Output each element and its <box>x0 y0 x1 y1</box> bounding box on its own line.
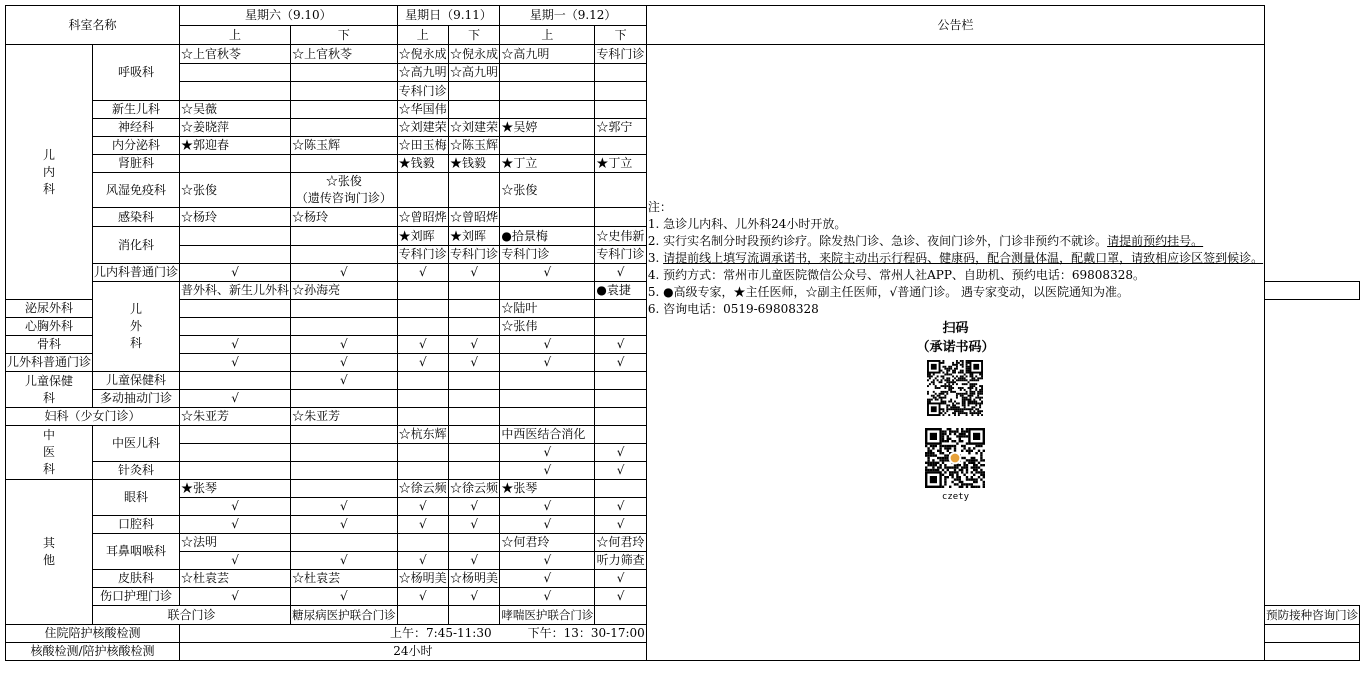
schedule-cell <box>500 64 595 82</box>
schedule-cell <box>595 173 646 208</box>
schedule-cell <box>448 444 499 462</box>
schedule-cell: ☆张俊 （遗传咨询门诊） <box>291 173 398 208</box>
schedule-cell <box>448 101 499 119</box>
pm-header: 下 <box>291 26 398 45</box>
schedule-cell <box>500 408 595 426</box>
schedule-cell: √ <box>397 336 448 354</box>
schedule-cell: √ <box>180 264 291 282</box>
dept-neurology: 神经科 <box>93 119 180 137</box>
schedule-cell: 哮喘医护联合门诊 <box>500 606 595 625</box>
schedule-cell <box>291 155 398 173</box>
schedule-cell <box>291 300 398 318</box>
schedule-cell <box>291 480 398 498</box>
notice-line: 5. ●高级专家，★主任医师，☆副主任医师，√普通门诊。 遇专家变动，以医院通知为准。 <box>647 285 1130 299</box>
dept-infection: 感染科 <box>93 208 180 227</box>
schedule-cell <box>291 64 398 82</box>
schedule-cell: √ <box>397 498 448 516</box>
schedule-cell: √ <box>180 552 291 570</box>
schedule-cell: ☆孙海亮 <box>291 282 398 300</box>
category-tcm: 中医科 <box>6 426 93 480</box>
schedule-cell: ☆姜晓萍 <box>180 119 291 137</box>
pm-header: 下 <box>595 26 646 45</box>
schedule-cell: √ <box>291 354 398 372</box>
schedule-cell: √ <box>180 498 291 516</box>
schedule-cell: 中西医结合消化 <box>500 426 595 444</box>
schedule-cell <box>291 444 398 462</box>
schedule-cell: √ <box>448 588 499 606</box>
schedule-cell <box>595 137 646 155</box>
schedule-cell <box>397 300 448 318</box>
schedule-cell: ☆高九明 <box>500 45 595 64</box>
schedule-cell <box>180 462 291 480</box>
dept-nucleic-test: 核酸检测/陪护核酸检测 <box>6 643 180 661</box>
schedule-cell: ★钱毅 <box>448 155 499 173</box>
qr-subtitle: （承诺书码） <box>916 340 995 355</box>
am-header: 上 <box>500 26 595 45</box>
schedule-cell: ☆杨玲 <box>180 208 291 227</box>
pm-header: 下 <box>448 26 499 45</box>
schedule-cell <box>595 82 646 101</box>
schedule-cell: √ <box>448 354 499 372</box>
schedule-cell <box>291 82 398 101</box>
schedule-cell: ☆徐云频 <box>448 480 499 498</box>
am-header: 上 <box>397 26 448 45</box>
dept-child-health: 儿童保健科 <box>93 372 180 390</box>
schedule-cell <box>448 534 499 552</box>
schedule-cell <box>180 426 291 444</box>
category-pediatric-surgery: 儿外科 <box>93 282 180 372</box>
schedule-cell: 专科门诊 <box>500 246 595 264</box>
schedule-cell: √ <box>180 588 291 606</box>
schedule-cell <box>595 318 646 336</box>
schedule-cell <box>291 390 398 408</box>
schedule-cell: √ <box>500 444 595 462</box>
schedule-cell <box>448 82 499 101</box>
schedule-cell: √ <box>291 588 398 606</box>
dept-name-header: 科室名称 <box>6 6 180 45</box>
dept-tcm-pediatric: 中医儿科 <box>93 426 180 462</box>
schedule-cell <box>291 101 398 119</box>
schedule-cell: ★刘晖 <box>397 227 448 246</box>
notice-line: 4. 预约方式：常州市儿童医院微信公众号、常州人社APP、自助机、预约电话：69808328。 <box>647 268 1145 282</box>
schedule-cell: ★张琴 <box>500 480 595 498</box>
schedule-cell <box>500 137 595 155</box>
schedule-cell <box>595 480 646 498</box>
schedule-cell: ☆张俊 <box>180 173 291 208</box>
schedule-cell <box>180 82 291 101</box>
schedule-cell: √ <box>291 516 398 534</box>
schedule-cell: √ <box>595 588 646 606</box>
schedule-cell <box>448 372 499 390</box>
schedule-cell: √ <box>180 354 291 372</box>
schedule-cell: ☆陈玉辉 <box>291 137 398 155</box>
dept-ped-general: 儿内科普通门诊 <box>93 264 180 282</box>
notice-title: 公告栏 <box>646 6 1264 45</box>
schedule-cell: 专科门诊 <box>397 82 448 101</box>
day-header-sun: 星期日（9.11） <box>397 6 500 26</box>
schedule-cell: √ <box>500 354 595 372</box>
schedule-cell: ☆倪永成 <box>448 45 499 64</box>
schedule-cell: 专科门诊 <box>595 45 646 64</box>
dept-gynecology: 妇科（少女门诊） <box>6 408 180 426</box>
category-pediatric-internal: 儿内科 <box>6 45 93 300</box>
schedule-cell <box>180 318 291 336</box>
schedule-cell: √ <box>448 264 499 282</box>
schedule-cell: √ <box>180 336 291 354</box>
schedule-cell: ☆何君玲 <box>595 534 646 552</box>
schedule-cell <box>291 462 398 480</box>
schedule-cell: √ <box>291 498 398 516</box>
schedule-cell <box>448 300 499 318</box>
schedule-cell: ☆华国伟 <box>397 101 448 119</box>
notice-footer-cell <box>1265 625 1360 643</box>
schedule-cell <box>397 372 448 390</box>
schedule-cell <box>595 426 646 444</box>
qr-code-icon <box>925 428 985 488</box>
schedule-cell <box>180 372 291 390</box>
schedule-cell: √ <box>500 336 595 354</box>
dept-respiratory: 呼吸科 <box>93 45 180 101</box>
schedule-cell: √ <box>448 336 499 354</box>
schedule-cell <box>595 208 646 227</box>
dept-rheumatology: 风湿免疫科 <box>93 173 180 208</box>
schedule-cell <box>397 408 448 426</box>
schedule-cell: √ <box>397 588 448 606</box>
schedule-cell: ☆陆叶 <box>500 300 595 318</box>
schedule-cell <box>397 462 448 480</box>
category-other: 其他 <box>6 480 93 625</box>
schedule-cell: √ <box>291 264 398 282</box>
schedule-cell <box>180 300 291 318</box>
afternoon-hours: 下午：13：30-17:00 <box>527 626 645 640</box>
schedule-cell: 专科门诊 <box>397 246 448 264</box>
schedule-cell <box>180 64 291 82</box>
schedule-cell <box>291 426 398 444</box>
schedule-cell: √ <box>448 498 499 516</box>
schedule-cell: ★郭迎春 <box>180 137 291 155</box>
schedule-cell <box>397 390 448 408</box>
schedule-cell: ☆田玉梅 <box>397 137 448 155</box>
schedule-cell: √ <box>500 516 595 534</box>
dept-ent: 耳鼻咽喉科 <box>93 534 180 570</box>
dept-urology: 泌尿外科 <box>6 300 93 318</box>
qr-code-icon <box>927 360 983 416</box>
schedule-cell <box>397 606 448 625</box>
schedule-cell <box>595 390 646 408</box>
dept-nephrology: 肾脏科 <box>93 155 180 173</box>
schedule-cell: 听力筛查 <box>595 552 646 570</box>
schedule-cell: √ <box>595 498 646 516</box>
schedule-cell: √ <box>595 444 646 462</box>
schedule-cell: ☆杭东辉 <box>397 426 448 444</box>
schedule-cell <box>500 82 595 101</box>
schedule-cell <box>397 282 448 300</box>
schedule-cell: √ <box>500 588 595 606</box>
schedule-cell: ★张琴 <box>180 480 291 498</box>
schedule-cell: √ <box>180 516 291 534</box>
dept-wound: 伤口护理门诊 <box>93 588 180 606</box>
schedule-cell: ☆上官秋苓 <box>180 45 291 64</box>
schedule-cell <box>448 390 499 408</box>
schedule-cell: √ <box>448 552 499 570</box>
schedule-cell: ★钱毅 <box>397 155 448 173</box>
schedule-cell: √ <box>500 462 595 480</box>
notice-line: 1. 急诊儿内科、儿外科24小时开放。 <box>647 217 847 231</box>
schedule-cell: ☆杨玲 <box>291 208 398 227</box>
schedule-cell <box>180 444 291 462</box>
schedule-cell <box>291 534 398 552</box>
day-header-sat: 星期六（9.10） <box>180 6 398 26</box>
schedule-table <box>5 5 1360 661</box>
dept-neonatal: 新生儿科 <box>93 101 180 119</box>
notice-footer-cell <box>1265 643 1360 661</box>
schedule-cell: ☆曾昭烨 <box>448 208 499 227</box>
schedule-cell <box>448 408 499 426</box>
schedule-cell: ★丁立 <box>500 155 595 173</box>
schedule-cell <box>500 101 595 119</box>
notice-line: 6. 咨询电话：0519-69808328 <box>647 302 819 316</box>
schedule-cell <box>595 300 646 318</box>
schedule-cell <box>291 119 398 137</box>
dept-ophthalmology: 眼科 <box>93 480 180 516</box>
schedule-cell: ☆倪永成 <box>397 45 448 64</box>
notice-line: 注： <box>647 200 672 214</box>
dept-cardiothoracic: 心胸外科 <box>6 318 93 336</box>
schedule-cell: ★丁立 <box>595 155 646 173</box>
category-child-health: 儿童保健科 <box>6 372 93 408</box>
schedule-cell <box>500 208 595 227</box>
schedule-cell: ☆吴薇 <box>180 101 291 119</box>
schedule-cell <box>500 282 595 300</box>
schedule-cell: √ <box>291 372 398 390</box>
schedule-cell: √ <box>595 354 646 372</box>
schedule-cell: ☆郭宁 <box>595 119 646 137</box>
schedule-cell: ★刘晖 <box>448 227 499 246</box>
schedule-cell: √ <box>291 336 398 354</box>
dept-digestive: 消化科 <box>93 227 180 264</box>
schedule-cell: √ <box>595 570 646 588</box>
schedule-cell: √ <box>595 336 646 354</box>
schedule-cell <box>448 282 499 300</box>
schedule-cell <box>397 318 448 336</box>
schedule-cell: ☆刘建荣 <box>397 119 448 137</box>
schedule-cell <box>595 64 646 82</box>
schedule-cell <box>291 246 398 264</box>
schedule-cell: ☆杜袁芸 <box>180 570 291 588</box>
schedule-cell: ☆高九明 <box>397 64 448 82</box>
schedule-cell: ★吴婷 <box>500 119 595 137</box>
schedule-cell: √ <box>397 354 448 372</box>
dept-acupuncture: 针灸科 <box>93 462 180 480</box>
schedule-cell: √ <box>397 552 448 570</box>
schedule-cell: ☆刘建荣 <box>448 119 499 137</box>
schedule-cell <box>595 606 646 625</box>
notice-line: 3. 请提前线上填写流调承诺书，来院主动出示行程码、健康码，配合测量体温，配戴口罩，请致相应诊区签到候诊。 <box>647 251 1264 265</box>
schedule-cell <box>448 606 499 625</box>
schedule-cell: ☆张俊 <box>500 173 595 208</box>
schedule-cell <box>595 372 646 390</box>
schedule-cell: ☆何君玲 <box>500 534 595 552</box>
schedule-cell: √ <box>500 570 595 588</box>
dept-general-surgery: 普外科、新生儿外科 <box>180 282 291 300</box>
schedule-cell: √ <box>448 516 499 534</box>
dept-dental: 口腔科 <box>93 516 180 534</box>
notice-board <box>646 45 1264 661</box>
nucleic-test-hours: 24小时 <box>180 643 647 661</box>
dept-inpatient-test: 住院陪护核酸检测 <box>6 625 180 643</box>
schedule-cell: 专科门诊 <box>595 246 646 264</box>
schedule-cell: ☆张伟 <box>500 318 595 336</box>
schedule-cell: √ <box>500 498 595 516</box>
schedule-cell <box>448 426 499 444</box>
dept-orthopedics: 骨科 <box>6 336 93 354</box>
schedule-cell: ☆高九明 <box>448 64 499 82</box>
schedule-cell: ☆朱亚芳 <box>180 408 291 426</box>
schedule-cell: ☆朱亚芳 <box>291 408 398 426</box>
schedule-cell <box>448 318 499 336</box>
inpatient-test-hours <box>180 625 647 643</box>
qr-title: 扫码 <box>942 321 969 336</box>
dept-joint: 联合门诊 <box>93 606 291 625</box>
schedule-cell <box>500 372 595 390</box>
notice-line: 2. 实行实名制分时段预约诊疗。除发热门诊、急诊、夜间门诊外，门诊非预约不就诊。请提前预约挂号。 <box>647 234 1204 248</box>
schedule-cell <box>180 155 291 173</box>
schedule-cell: ☆杜袁芸 <box>291 570 398 588</box>
schedule-cell: √ <box>500 552 595 570</box>
schedule-cell <box>397 444 448 462</box>
schedule-cell <box>500 390 595 408</box>
schedule-cell: √ <box>595 516 646 534</box>
am-header: 上 <box>180 26 291 45</box>
schedule-cell <box>595 101 646 119</box>
dept-endocrine: 内分泌科 <box>93 137 180 155</box>
morning-hours: 上午：7:45-11:30 <box>390 626 492 640</box>
schedule-cell: 糖尿病医护联合门诊 <box>291 606 398 625</box>
schedule-cell: ☆徐云频 <box>397 480 448 498</box>
schedule-cell: ☆曾昭烨 <box>397 208 448 227</box>
schedule-cell: ☆陈玉辉 <box>448 137 499 155</box>
schedule-cell: √ <box>397 264 448 282</box>
dept-dermatology: 皮肤科 <box>93 570 180 588</box>
schedule-cell: ☆法明 <box>180 534 291 552</box>
schedule-cell <box>1265 282 1360 300</box>
schedule-cell: √ <box>595 462 646 480</box>
schedule-cell <box>180 227 291 246</box>
schedule-cell <box>397 534 448 552</box>
schedule-cell <box>291 227 398 246</box>
schedule-cell: 专科门诊 <box>448 246 499 264</box>
schedule-cell: √ <box>180 390 291 408</box>
dept-surg-general: 儿外科普通门诊 <box>6 354 93 372</box>
schedule-cell: √ <box>500 264 595 282</box>
schedule-cell: ●拾景梅 <box>500 227 595 246</box>
schedule-cell: √ <box>291 552 398 570</box>
dept-adhd: 多动抽动门诊 <box>93 390 180 408</box>
schedule-cell: √ <box>397 516 448 534</box>
schedule-cell <box>448 462 499 480</box>
schedule-cell: ☆杨明美 <box>397 570 448 588</box>
schedule-cell: √ <box>595 264 646 282</box>
schedule-cell: ☆上官秋苓 <box>291 45 398 64</box>
schedule-cell: ☆杨明美 <box>448 570 499 588</box>
qr-caption: czety <box>941 492 969 502</box>
schedule-cell <box>180 246 291 264</box>
schedule-cell: ☆史伟新 <box>595 227 646 246</box>
schedule-cell <box>291 318 398 336</box>
schedule-cell <box>595 408 646 426</box>
day-header-mon: 星期一（9.12） <box>500 6 646 26</box>
schedule-cell: 预防接种咨询门诊 <box>1265 606 1360 625</box>
schedule-cell <box>397 173 448 208</box>
schedule-cell <box>448 173 499 208</box>
schedule-cell: ●袁捷 <box>595 282 646 300</box>
